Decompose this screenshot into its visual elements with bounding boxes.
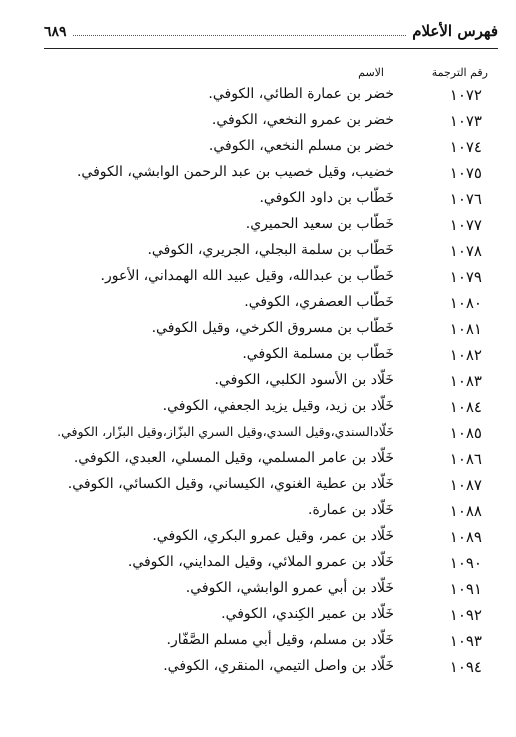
entry-number: ١٠٨٧ [449, 476, 482, 494]
entry-name: خَلّادالسندي،وقيل السدي،وقيل السري البزّاز،وقيل البزّار، الكوفي. [57, 424, 394, 439]
entry-number: ١٠٩٣ [449, 632, 482, 650]
column-header-number: رقم الترجمة [431, 66, 488, 79]
entry-name: خَطّاب بن عبدالله، وقيل عبيد الله الهمداني، الأعور. [100, 268, 394, 284]
entry-number: ١٠٧٦ [449, 190, 482, 208]
entry-name: خَلّاد بن واصل التيمي، المنقري، الكوفي. [163, 658, 394, 674]
entry-number: ١٠٨٦ [449, 450, 482, 468]
entry-number: ١٠٧٨ [449, 242, 482, 260]
entry-number: ١٠٧٣ [449, 112, 482, 130]
list-item [0, 294, 516, 318]
entry-number: ١٠٨٩ [449, 528, 482, 546]
entry-number: ١٠٨١ [449, 320, 482, 338]
entry-number: ١٠٧٧ [449, 216, 482, 234]
entry-number: ١٠٨٤ [449, 398, 482, 416]
entry-number: ١٠٩٤ [449, 658, 482, 676]
list-item [0, 606, 516, 630]
list-item [0, 632, 516, 656]
entry-number: ١٠٧٥ [449, 164, 482, 182]
list-item [0, 502, 516, 526]
entry-number: ١٠٨٢ [449, 346, 482, 364]
entry-name: خضر بن عمرو النخعي، الكوفي. [211, 112, 394, 128]
entry-name: خضيب، وقيل خصيب بن عبد الرحمن الوابشي، الكوفي. [76, 164, 394, 180]
entry-number: ١٠٨٥ [449, 424, 482, 442]
dot-leader [73, 23, 407, 36]
page-header [44, 22, 498, 49]
entry-number: ١٠٨٨ [449, 502, 482, 520]
entry-number: ١٠٧٤ [449, 138, 482, 156]
list-item [0, 476, 516, 500]
entry-number: ١٠٨٠ [449, 294, 482, 312]
list-item [0, 112, 516, 136]
entry-name: خَطّاب بن سعيد الحميري. [245, 216, 394, 232]
entry-name: خَلّاد بن عطية الغنوي، الكيساني، وقيل الكسائي، الكوفي. [67, 476, 394, 492]
entry-name: خَلّاد بن عامر المسلمي، وقيل المسلي، العبدي، الكوفي. [73, 450, 394, 466]
entry-name: خَطّاب بن مسلمة الكوفي. [242, 346, 394, 362]
entry-name: خَطّاب بن داود الكوفي. [259, 190, 394, 206]
running-title: فهرس الأعلام [412, 22, 498, 40]
entry-name: خضر بن عمارة الطائي، الكوفي. [208, 86, 394, 102]
entry-name: خضر بن مسلم النخعي، الكوفي. [208, 138, 394, 154]
list-item [0, 268, 516, 292]
entry-name: خَلّاد بن عمرو الملائي، وقيل المدايني، الكوفي. [127, 554, 394, 570]
entry-name: خَلّاد بن عمر، وقيل عمرو البكري، الكوفي. [152, 528, 394, 544]
list-item [0, 658, 516, 682]
list-item [0, 580, 516, 604]
list-item [0, 138, 516, 162]
entry-name: خَلّاد بن مسلم، وقيل أبي مسلم الصَّفّار. [166, 632, 394, 648]
entry-name: خَلّاد بن عمارة. [308, 502, 394, 518]
list-item [0, 346, 516, 370]
list-item [0, 450, 516, 474]
list-item [0, 164, 516, 188]
entry-number: ١٠٨٣ [449, 372, 482, 390]
page-number: ٦٨٩ [44, 24, 67, 40]
entry-name: خَلّاد بن زيد، وقيل يزيد الجعفي، الكوفي. [162, 398, 394, 414]
entry-name: خَلّاد بن الأسود الكلبي، الكوفي. [214, 372, 394, 388]
list-item [0, 528, 516, 552]
entry-number: ١٠٧٢ [449, 86, 482, 104]
list-item [0, 424, 516, 448]
list-item [0, 320, 516, 344]
entry-name: خَطّاب العصفري، الكوفي. [244, 294, 394, 310]
list-item [0, 398, 516, 422]
list-item [0, 190, 516, 214]
entry-name: خَطّاب بن سلمة البجلي، الجريري، الكوفي. [147, 242, 394, 258]
list-item [0, 554, 516, 578]
list-item [0, 216, 516, 240]
entry-number: ١٠٩٠ [449, 554, 482, 572]
entry-number: ١٠٧٩ [449, 268, 482, 286]
entry-name: خَلّاد بن عمير الكِندي، الكوفي. [221, 606, 394, 622]
entry-number: ١٠٩٢ [449, 606, 482, 624]
list-item [0, 372, 516, 396]
entry-name: خَطّاب بن مسروق الكرخي، وقيل الكوفي. [151, 320, 394, 336]
list-item [0, 86, 516, 110]
list-item [0, 242, 516, 266]
entry-number: ١٠٩١ [449, 580, 482, 598]
column-header-name: الاسم [358, 66, 384, 79]
entry-name: خَلّاد بن أبي عمرو الوابشي، الكوفي. [185, 580, 394, 596]
